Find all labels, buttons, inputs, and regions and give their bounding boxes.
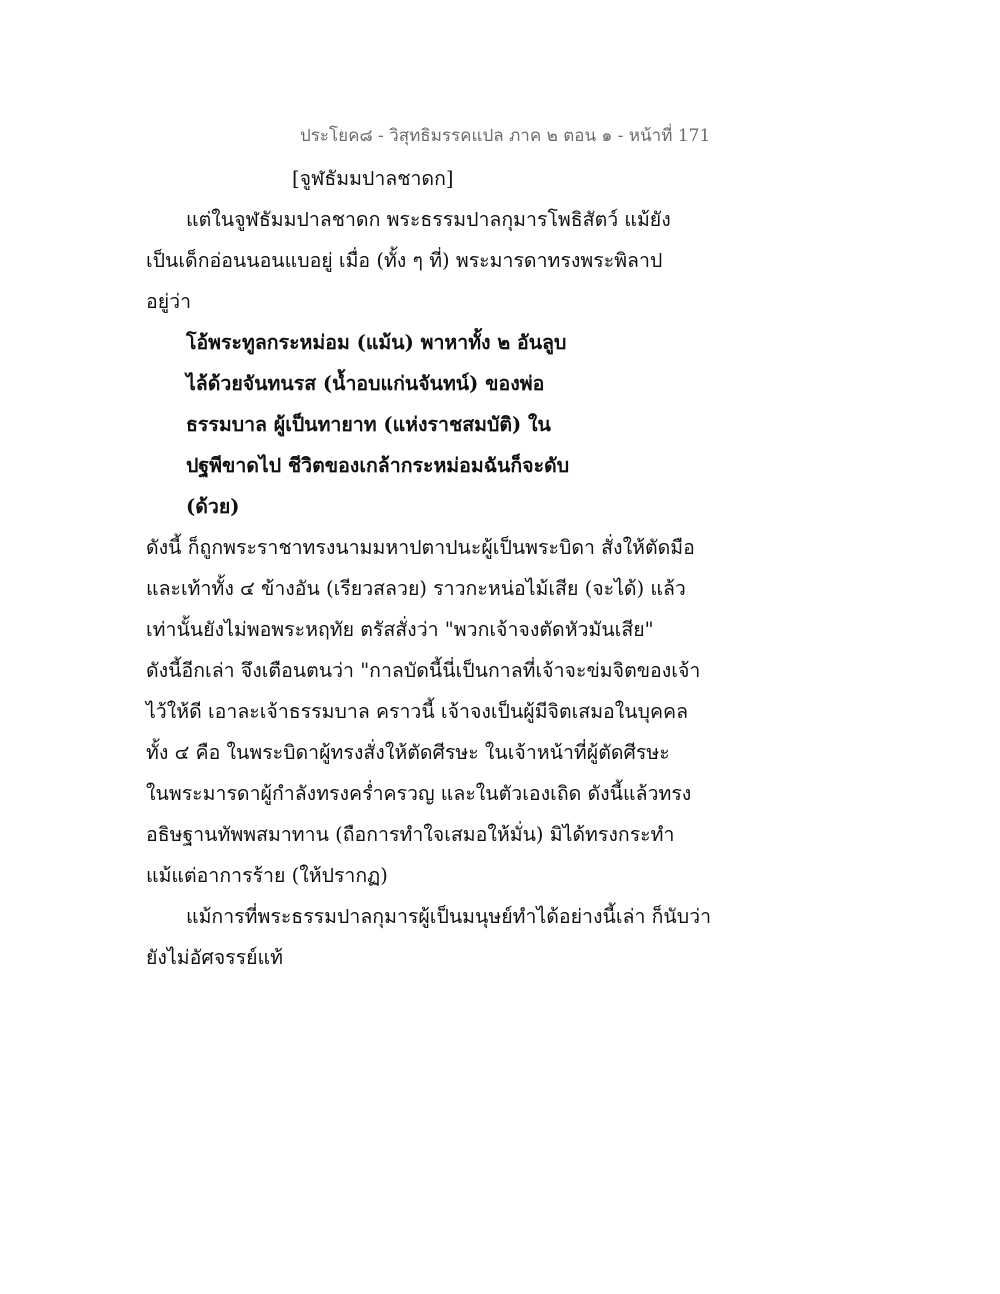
paragraph-2-line-7: ในพระมารดาผู้กำลังทรงคร่ำครวญ และในตัวเองเถิด ดังนี้แล้วทรง	[146, 782, 692, 805]
paragraph-2-line-8: อธิษฐานทัพพสมาทาน (ถือการทำใจเสมอให้มั่น) มิได้ทรงกระทำ	[146, 823, 675, 846]
paragraph-3-line-2: ยังไม่อัศจรรย์แท้	[146, 946, 283, 969]
paragraph-2-line-1: ดังนี้ ก็ถูกพระราชาทรงนามมหาปตาปนะผู้เป็นพระบิดา สั่งให้ตัดมือ	[146, 536, 695, 559]
paragraph-3-line-1: แม้การที่พระธรรมปาลกุมารผู้เป็นมนุษย์ทำได้อย่างนี้เล่า ก็นับว่า	[186, 905, 712, 928]
paragraph-2-line-4: ดังนี้อีกเล่า จึงเตือนตนว่า "กาลบัดนี้นี่เป็นกาลที่เจ้าจะข่มจิตของเจ้า	[146, 659, 701, 682]
verse-line-4: ปฐพีขาดไป ชีวิตของเกล้ากระหม่อมฉันก็จะดับ	[186, 454, 570, 477]
paragraph-1-line-3: อยู่ว่า	[146, 290, 192, 313]
body-text	[146, 158, 712, 978]
running-header: ประโยค๘ - วิสุทธิมรรคแปล ภาค ๒ ตอน ๑ - หน้าที่ 171	[300, 126, 711, 146]
verse-line-3: ธรรมบาล ผู้เป็นทายาท (แห่งราชสมบัติ) ใน	[186, 413, 551, 436]
section-title: [จูฬธัมมปาลชาดก]	[292, 167, 454, 190]
paragraph-2-line-9: แม้แต่อาการร้าย (ให้ปรากฏ)	[146, 864, 388, 887]
paragraph-2-line-6: ทั้ง ๔ คือ ในพระบิดาผู้ทรงสั่งให้ตัดศีรษะ ในเจ้าหน้าที่ผู้ตัดศีรษะ	[146, 741, 670, 764]
paragraph-1-line-1: แต่ในจูฬธัมมปาลชาดก พระธรรมปาลกุมารโพธิสัตว์ แม้ยัง	[186, 208, 671, 231]
verse-line-1: โอ้พระทูลกระหม่อม (แม้น) พาหาทั้ง ๒ อันลูบ	[186, 331, 567, 354]
paragraph-2-line-5: ไว้ให้ดี เอาละเจ้าธรรมบาล คราวนี้ เจ้าจงเป็นผู้มีจิตเสมอในบุคคล	[146, 700, 689, 723]
paragraph-1-line-2: เป็นเด็กอ่อนนอนแบอยู่ เมื่อ (ทั้ง ๆ ที่) พระมารดาทรงพระพิลาป	[146, 249, 663, 272]
verse-line-2: ไล้ด้วยจันทนรส (น้ำอบแก่นจันทน์) ของพ่อ	[186, 372, 545, 395]
verse-line-5: (ด้วย)	[186, 495, 240, 518]
paragraph-2-line-3: เท่านั้นยังไม่พอพระหฤทัย ตรัสสั่งว่า "พวกเจ้าจงตัดหัวมันเสีย"	[146, 618, 654, 641]
paragraph-2-line-2: และเท้าทั้ง ๔ ข้างอัน (เรียวสลวย) ราวกะหน่อไม้เสีย (จะได้) แล้ว	[146, 577, 686, 600]
